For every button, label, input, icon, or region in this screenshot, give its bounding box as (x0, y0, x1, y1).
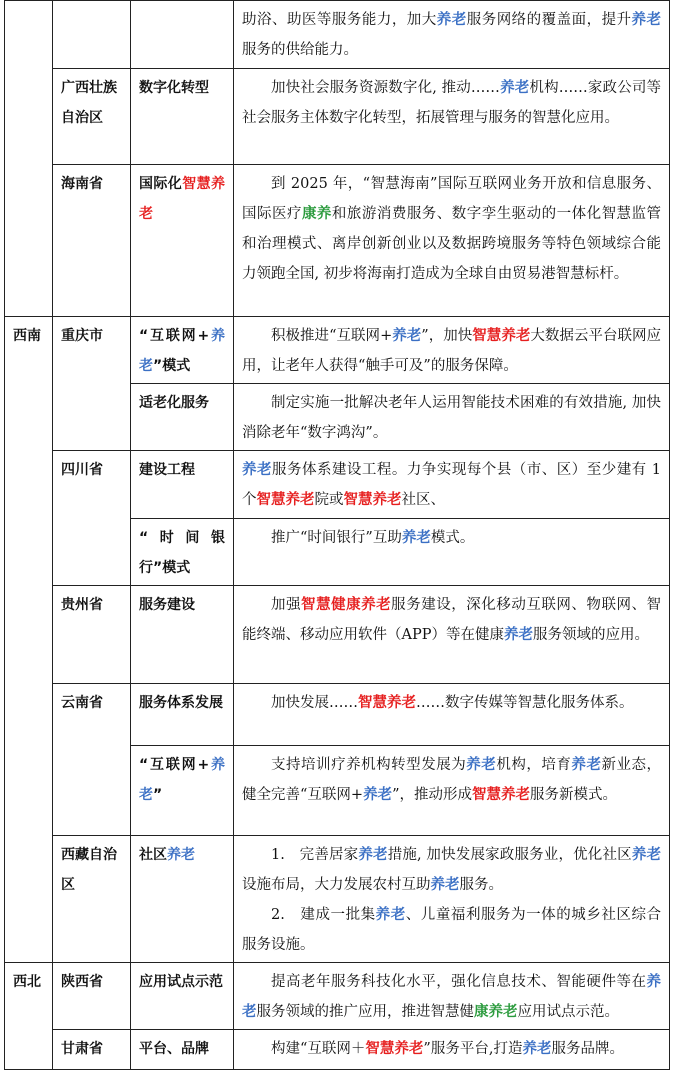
text-run: 建设工程 (139, 462, 195, 478)
text-run: 国际化 (139, 176, 183, 192)
topic-cell (131, 586, 234, 684)
province-label: 甘肃省 (61, 1041, 103, 1057)
text-run: 服务新模式。 (529, 787, 617, 803)
text-run: 社区、 (401, 492, 445, 508)
topic-cell (131, 1, 234, 69)
content-cell (234, 69, 670, 165)
text-run: ”模式 (153, 358, 191, 374)
topic-label (131, 1, 233, 7)
text-run: 服务体系建设工程。力争实现每个县（市、区）至少建有 1 个 (242, 462, 661, 508)
highlight-term: 智慧养老 (139, 176, 226, 222)
text-run: 服务网络的覆盖面，提升 (466, 12, 632, 28)
highlight-term: 养老 (363, 787, 393, 803)
region-cell (5, 317, 53, 963)
text-run: 助浴、助医等服务能力，加大 (242, 12, 437, 28)
table-row (5, 963, 670, 1030)
highlight-term: 养老 (571, 757, 602, 773)
text-run: 推广“时间银行”互助 (271, 530, 402, 546)
topic-cell (131, 684, 234, 746)
text-run: 加快发展…… (271, 695, 358, 711)
province-label: 广西壮族自治区 (61, 80, 117, 126)
content-paragraph (242, 455, 661, 515)
table-row (5, 1, 670, 69)
highlight-term: 养老 (503, 627, 533, 643)
text-run: 数字化转型 (139, 80, 209, 96)
text-run: 应用试点示范。 (517, 1004, 619, 1020)
highlight-term: 智慧养老 (471, 787, 530, 803)
highlight-term: 智慧养老 (256, 492, 315, 508)
highlight-term: 智慧养老 (472, 328, 531, 344)
highlight-term: 智慧养老 (365, 1041, 424, 1057)
highlight-term: 康养老 (474, 1004, 518, 1020)
table-row (5, 836, 670, 963)
highlight-term: 养老 (375, 907, 406, 923)
topic-label (131, 746, 233, 812)
text-run: 设施布局，大力发展农村互助 (242, 877, 431, 893)
topic-cell (131, 69, 234, 165)
province-label: 四川省 (61, 462, 103, 478)
text-run: 服务品牌。 (551, 1041, 624, 1057)
topic-label (131, 684, 233, 720)
text-run: “互联网+ (139, 757, 210, 773)
text-run: ” (153, 787, 163, 803)
text-run: 2. 建成一批集 (271, 907, 376, 923)
text-run: 服务领域的推广应用，推进智慧健 (256, 1004, 474, 1020)
highlight-term: 养老 (430, 877, 460, 893)
text-run: 支持培训疗养机构转型发展为 (271, 757, 467, 773)
text-run: 机构……家政公司等社会服务主体数字化转型，拓展管理与服务的智慧化应用。 (242, 80, 662, 126)
topic-cell (131, 746, 234, 836)
text-run: 加强 (271, 597, 302, 613)
content-paragraph (242, 523, 661, 553)
highlight-term: 养老 (522, 1041, 552, 1057)
text-run: 到 2025 年，“智慧海南”国际互联网业务开放和信息服务、国际医疗 (242, 176, 661, 222)
table-row (5, 317, 670, 384)
topic-label (131, 165, 233, 231)
policy-table-body (5, 1, 670, 1070)
province-cell (53, 451, 131, 586)
content-cell (234, 451, 670, 519)
text-run: 和旅游消费服务、数字孪生驱动的一体化智慧监管和治理模式、离岸创新创业以及数据跨境服务等特色领域综合能力领跑全国, 初步将海南打造成为全球自由贸易港智慧标杆。 (242, 206, 662, 282)
topic-label (131, 519, 233, 585)
table-row (5, 451, 670, 519)
text-run: 机构，培育 (496, 757, 572, 773)
text-run: 服务建设 (139, 597, 195, 613)
content-cell (234, 586, 670, 684)
region-label: 西南 (13, 328, 41, 344)
content-cell (234, 165, 670, 317)
content-cell (234, 384, 670, 451)
text-run: 1. 完善居家 (271, 847, 359, 863)
content-paragraph (242, 900, 661, 960)
highlight-term: 养老 (139, 328, 225, 374)
highlight-term: 养老 (631, 12, 662, 28)
content-paragraph (242, 388, 661, 448)
topic-label (131, 69, 233, 105)
text-run: 适老化服务 (139, 395, 209, 411)
content-paragraph (242, 967, 661, 1027)
highlight-term: 养老 (466, 757, 497, 773)
text-run: 应用试点示范 (139, 974, 223, 990)
province-label: 重庆市 (61, 328, 103, 344)
text-run: 构建“互联网＋ (271, 1041, 366, 1057)
highlight-term: 养老 (436, 12, 467, 28)
highlight-term: 养老 (499, 80, 530, 96)
highlight-term: 养老 (631, 847, 661, 863)
content-cell (234, 317, 670, 384)
topic-label (131, 836, 233, 872)
province-label: 海南省 (61, 176, 103, 192)
content-paragraph (242, 750, 661, 810)
text-run: 、儿童福利服务为一体的城乡社区综合服务设施。 (242, 907, 662, 953)
text-run: ”，推动形成 (392, 787, 472, 803)
region-cell (5, 963, 53, 1070)
province-label: 西藏自治区 (61, 847, 117, 893)
topic-cell (131, 384, 234, 451)
highlight-term: 智慧养老 (358, 695, 416, 711)
text-run: 服务领域的应用。 (532, 627, 649, 643)
text-run: “互联网+ (139, 328, 210, 344)
content-cell (234, 963, 670, 1030)
highlight-term: 康养 (301, 206, 332, 222)
content-paragraph (242, 321, 661, 381)
province-cell (53, 317, 131, 451)
topic-label (131, 384, 233, 420)
topic-cell (131, 165, 234, 317)
content-paragraph (242, 590, 661, 650)
text-run: 服务建设，深化移动互联网、物联网、智能终端、移动应用软件（APP）等在健康 (242, 597, 662, 643)
province-cell (53, 963, 131, 1030)
topic-label (131, 451, 233, 487)
province-label: 云南省 (61, 695, 103, 711)
text-run: 提高老年服务科技化水平，强化信息技术、智能硬件等在 (271, 974, 647, 990)
highlight-term: 养老 (139, 757, 225, 803)
content-paragraph (242, 169, 661, 289)
region-label (5, 1, 52, 7)
content-paragraph (242, 1034, 661, 1064)
text-run: 服务体系发展 (139, 695, 223, 711)
province-cell (53, 165, 131, 317)
content-paragraph (242, 840, 661, 900)
text-run: ”，加快 (421, 328, 473, 344)
text-run: 积极推进“互联网+ (271, 328, 393, 344)
text-run: 社区 (139, 847, 167, 863)
topic-label (131, 963, 233, 999)
text-run: ……数字传媒等智慧化服务体系。 (416, 695, 634, 711)
province-label: 贵州省 (61, 597, 103, 613)
province-cell (53, 684, 131, 836)
topic-label (131, 586, 233, 622)
highlight-term: 养老 (167, 847, 195, 863)
highlight-term: 养老 (242, 974, 661, 1020)
text-run: 制定实施一批解决老年人运用智能技术困难的有效措施, 加快消除老年“数字鸿沟”。 (242, 395, 661, 441)
table-row (5, 69, 670, 165)
content-paragraph (242, 73, 661, 133)
text-run: “时间银行”模式 (139, 530, 225, 576)
text-run: ”服务平台,打造 (423, 1041, 523, 1057)
province-cell (53, 586, 131, 684)
highlight-term: 养老 (358, 847, 388, 863)
highlight-term: 养老 (392, 328, 422, 344)
table-row (5, 586, 670, 684)
highlight-term: 养老 (242, 462, 272, 478)
text-run: 院或 (314, 492, 344, 508)
text-run: 服务的供给能力。 (242, 42, 358, 58)
content-paragraph (242, 5, 661, 65)
province-cell (53, 836, 131, 963)
topic-cell (131, 451, 234, 519)
text-run: 服务。 (459, 877, 503, 893)
topic-cell (131, 836, 234, 963)
content-cell (234, 836, 670, 963)
table-row (5, 165, 670, 317)
text-run: 平台、品牌 (139, 1041, 209, 1057)
region-cell (5, 1, 53, 317)
highlight-term: 养老 (401, 530, 431, 546)
province-cell (53, 1, 131, 69)
province-label (53, 1, 130, 7)
topic-label (131, 1030, 233, 1066)
content-cell (234, 519, 670, 586)
content-cell (234, 1, 670, 69)
region-label: 西北 (13, 974, 41, 990)
policy-table (4, 0, 670, 1070)
topic-cell (131, 317, 234, 384)
province-cell (53, 69, 131, 165)
text-run: 加快社会服务资源数字化, 推动…… (271, 80, 500, 96)
highlight-term: 智慧养老 (343, 492, 402, 508)
content-cell (234, 684, 670, 746)
text-run: 大数据云平台联网应用，让老年人获得“触手可及”的服务保障。 (242, 328, 662, 374)
highlight-term: 智慧健康养老 (301, 597, 392, 613)
table-row (5, 684, 670, 746)
topic-cell (131, 519, 234, 586)
text-run: 措施, 加快发展家政服务业，优化社区 (387, 847, 632, 863)
topic-cell (131, 963, 234, 1030)
topic-label (131, 317, 233, 383)
text-run: 模式。 (430, 530, 475, 546)
province-label: 陕西省 (61, 974, 103, 990)
content-paragraph (242, 688, 661, 718)
text-run: 新业态，健全完善“互联网+ (242, 757, 662, 803)
content-cell (234, 746, 670, 836)
